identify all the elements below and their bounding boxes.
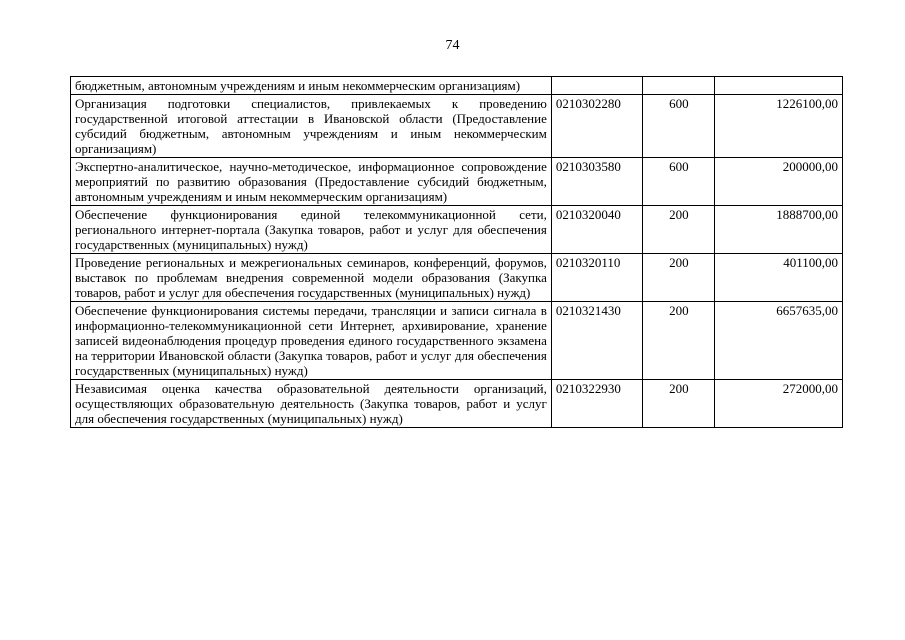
table-row: [71, 380, 843, 428]
row-code: 0210321430: [551, 302, 642, 380]
row-expense-type: 200: [643, 302, 715, 380]
row-description: Организация подготовки специалистов, привлекаемых к проведению государственной итоговой аттестации в Ивановской области (Предоставление субсидий бюджетным, автономным учреждениям и иным некоммерческим организациям): [71, 95, 552, 158]
row-expense-type: 600: [643, 95, 715, 158]
row-amount: 200000,00: [715, 158, 843, 206]
row-amount: 6657635,00: [715, 302, 843, 380]
row-description: Независимая оценка качества образовательной деятельности организаций, осуществляющих образовательную деятельность (Закупка товаров, работ и услуг для обеспечения государственных (муниципальных) нужд): [71, 380, 552, 428]
row-description: бюджетным, автономным учреждениям и иным некоммерческим организациям): [71, 77, 552, 95]
table-row: [71, 206, 843, 254]
row-amount: 401100,00: [715, 254, 843, 302]
row-description: Обеспечение функционирования единой телекоммуникационной сети, регионального интернет-портала (Закупка товаров, работ и услуг для обеспечения государственных (муниципальных) нужд): [71, 206, 552, 254]
table-row: [71, 95, 843, 158]
table-row: [71, 77, 843, 95]
row-amount: 1888700,00: [715, 206, 843, 254]
row-description: Экспертно-аналитическое, научно-методическое, информационное сопровождение мероприятий по развитию образования (Предоставление субсидий бюджетным, автономным учреждениям и иным некоммерческим организациям): [71, 158, 552, 206]
row-code: 0210322930: [551, 380, 642, 428]
table-row: [71, 158, 843, 206]
row-code: 0210320040: [551, 206, 642, 254]
row-description: Проведение региональных и межрегиональных семинаров, конференций, форумов, выставок по проблемам внедрения современной модели образования (Закупка товаров, работ и услуг для обеспечения государственных (муниципальных) нужд): [71, 254, 552, 302]
row-code: 0210320110: [551, 254, 642, 302]
row-expense-type: 200: [643, 254, 715, 302]
row-expense-type: 200: [643, 206, 715, 254]
row-expense-type: [643, 77, 715, 95]
table-row: [71, 254, 843, 302]
row-expense-type: 200: [643, 380, 715, 428]
row-expense-type: 600: [643, 158, 715, 206]
row-amount: 1226100,00: [715, 95, 843, 158]
row-description: Обеспечение функционирования системы передачи, трансляции и записи сигнала в информационно-телекоммуникационной сети Интернет, архивирование, хранение записей видеонаблюдения процедур проведения единого государственного экзамена на территории Ивановской области (Закупка товаров, работ и услуг для обеспечения государственных (муниципальных) нужд): [71, 302, 552, 380]
budget-table: [70, 76, 843, 428]
row-code: 0210303580: [551, 158, 642, 206]
row-amount: 272000,00: [715, 380, 843, 428]
row-code: 0210302280: [551, 95, 642, 158]
table-row: [71, 302, 843, 380]
row-amount: [715, 77, 843, 95]
page-number: 74: [445, 38, 460, 53]
row-code: [551, 77, 642, 95]
